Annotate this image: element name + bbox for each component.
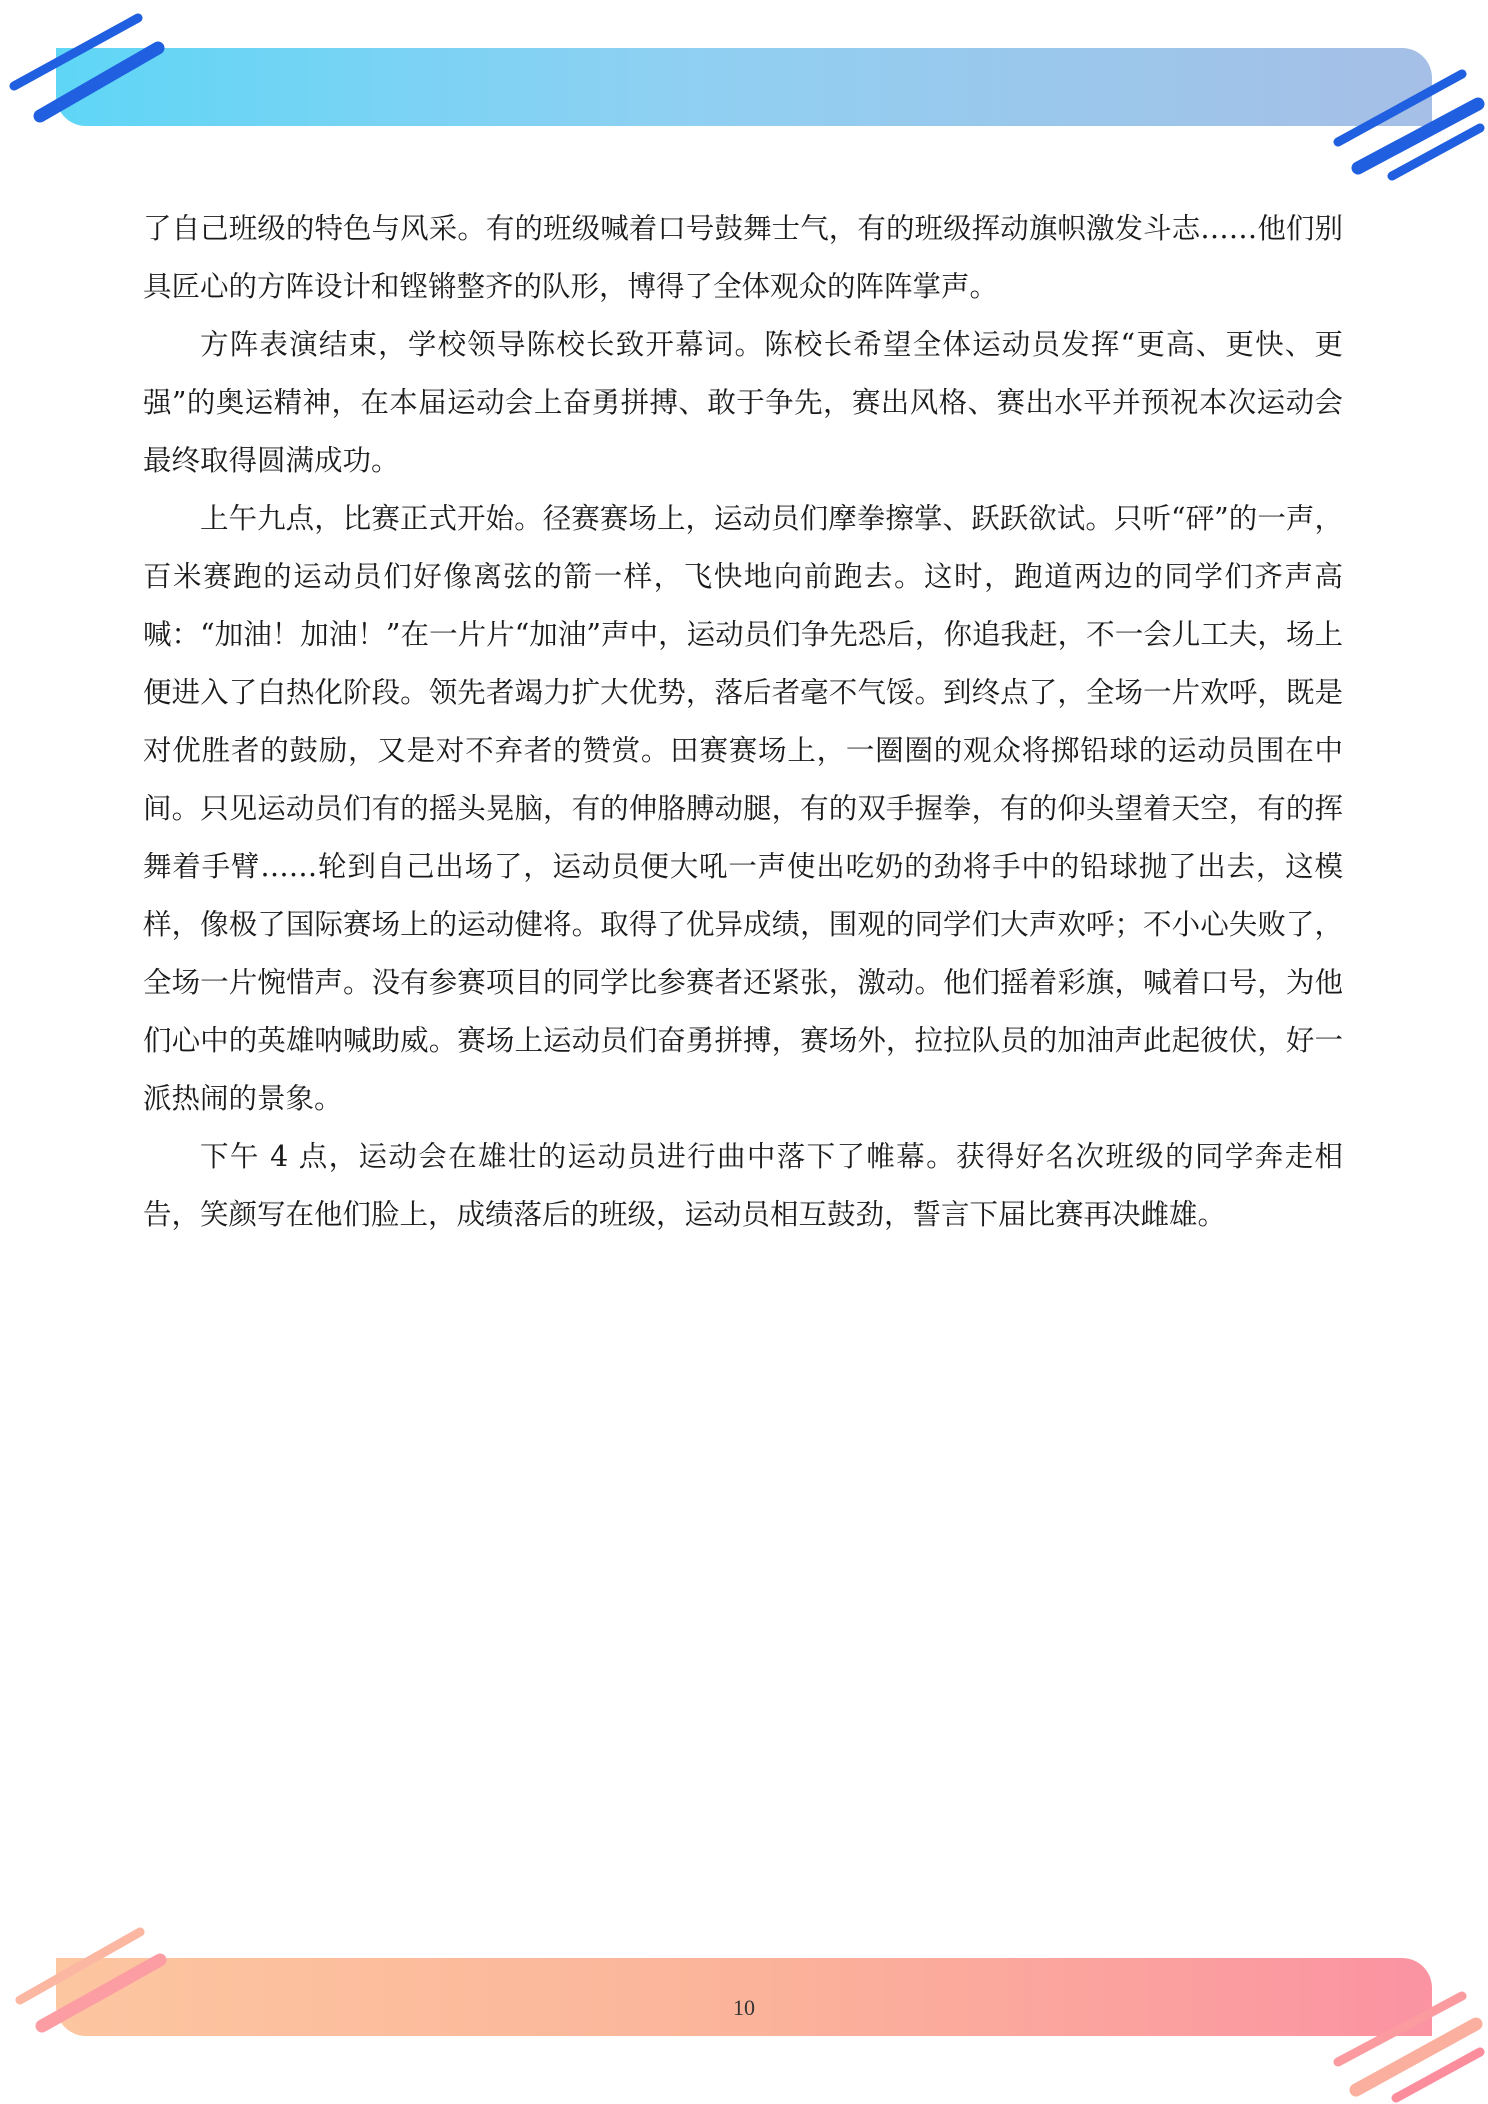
- header-band: [56, 48, 1432, 126]
- page-number: 10: [733, 1995, 755, 2020]
- footer-stripe-right-3: [1396, 2052, 1480, 2098]
- header-stripe-right-3: [1392, 128, 1480, 176]
- paragraph-2: 方阵表演结束，学校领导陈校长致开幕词。陈校长希望全体运动员发挥“更高、更快、更强”的奥运精神，在本届运动会上奋勇拼搏、敢于争先，赛出风格、赛出水平并预祝本次运动会最终取得圆满成功。: [143, 328, 1343, 477]
- paragraph-1: 了自己班级的特色与风采。有的班级喊着口号鼓舞士气，有的班级挥动旗帜激发斗志……他们别具匠心的方阵设计和铿锵整齐的队形，博得了全体观众的阵阵掌声。: [143, 212, 1343, 303]
- paragraph-4: 下午 4 点，运动会在雄壮的运动员进行曲中落下了帷幕。获得好名次班级的同学奔走相告，笑颜写在他们脸上，成绩落后的班级，运动员相互鼓劲，誓言下届比赛再决雌雄。: [143, 1140, 1343, 1231]
- paragraph-3: 上午九点，比赛正式开始。径赛赛场上，运动员们摩拳擦掌、跃跃欲试。只听“砰”的一声，百米赛跑的运动员们好像离弦的箭一样，飞快地向前跑去。这时，跑道两边的同学们齐声高喊：“加油！加油！”在一片片“加油”声中，运动员们争先恐后，你追我赶，不一会儿工夫，场上便进入了白热化阶段。领先者竭力扩大优势，落后者毫不气馁。到终点了，全场一片欢呼，既是对优胜者的鼓励，又是对不弃者的赞赏。田赛赛场上，一圈圈的观众将掷铅球的运动员围在中间。只见运动员们有的摇头晃脑，有的伸胳膊动腿，有的双手握拳，有的仰头望着天空，有的挥舞着手臂……轮到自己出场了，运动员便大吼一声使出吃奶的劲将手中的铅球抛了出去，这模样，像极了国际赛场上的运动健将。取得了优异成绩，围观的同学们大声欢呼；不小心失败了，全场一片惋惜声。没有参赛项目的同学比参赛者还紧张，激动。他们摇着彩旗，喊着口号，为他们心中的英雄呐喊助威。赛场上运动员们奋勇拼搏，赛场外，拉拉队员的加油声此起彼伏，好一派热闹的景象。: [143, 502, 1343, 1115]
- article-body: [143, 200, 1343, 1244]
